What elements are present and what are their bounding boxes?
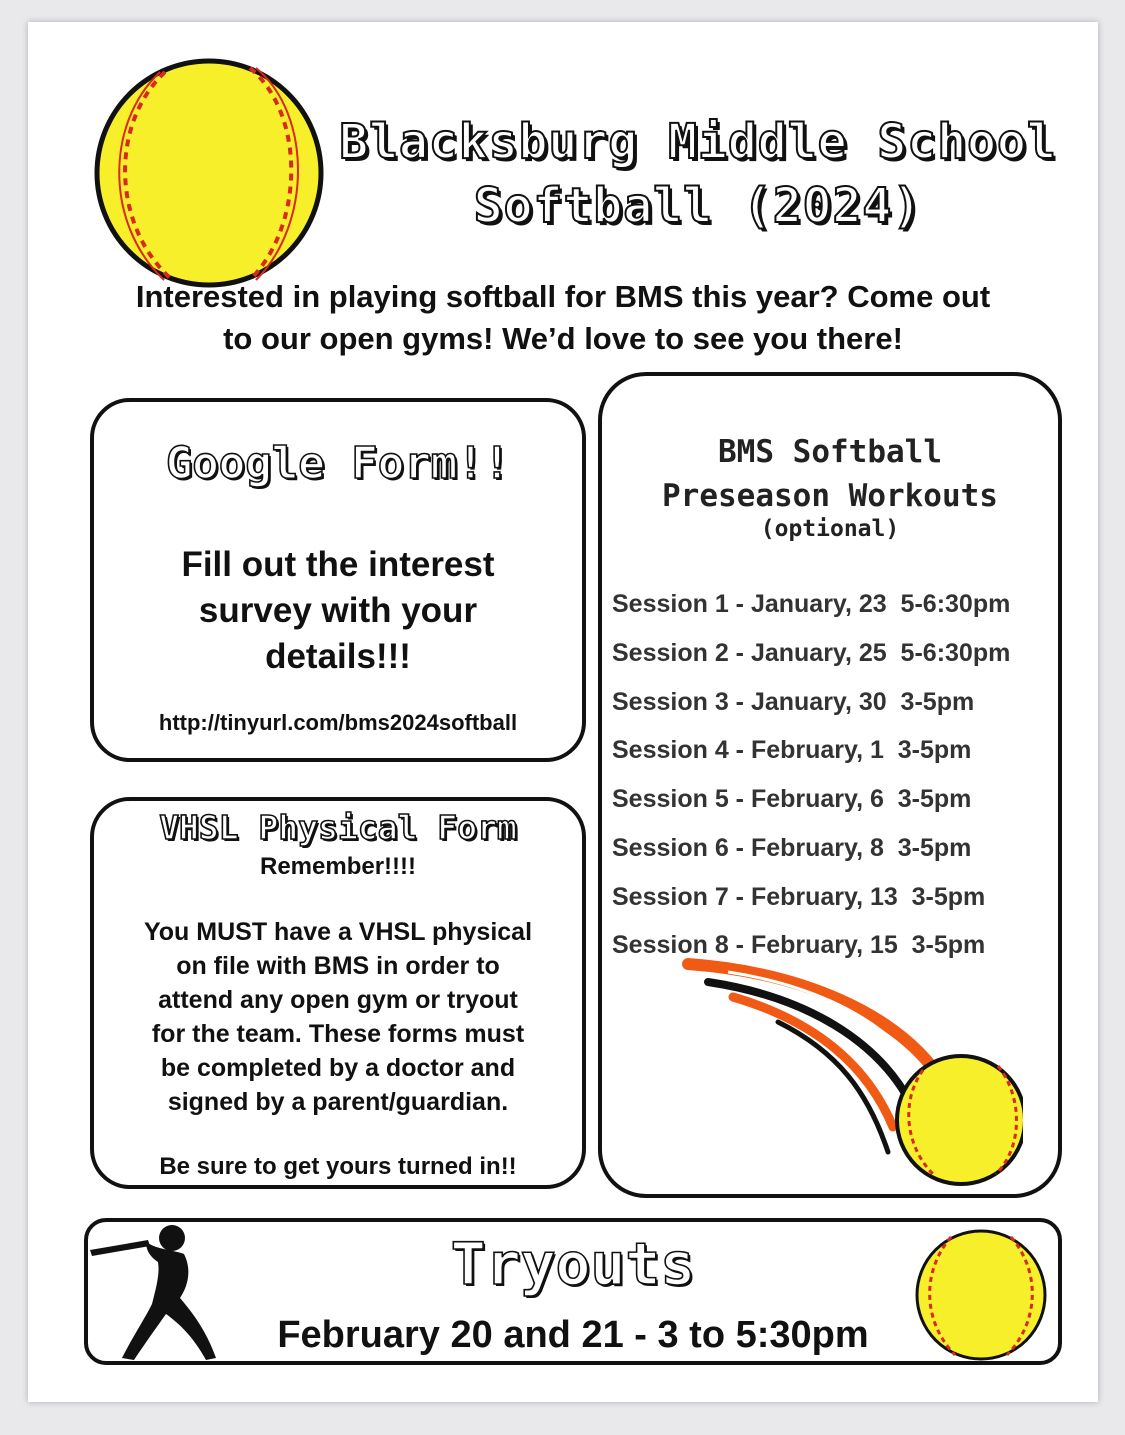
tryouts-dates: February 20 and 21 - 3 to 5:30pm [277,1314,869,1356]
physical-body-line: You MUST have a VHSL physical [143,918,533,946]
workouts-heading [608,430,1052,518]
google-form-body [94,542,582,680]
session-item: Session 3 - January, 30 3-5pm [612,688,975,716]
physical-body-line: for the team. These forms must [151,1020,525,1048]
intro-text [38,276,1088,360]
physical-body-line: on file with BMS in order to [176,952,500,980]
physical-body-line: signed by a parent/guardian. [167,1088,509,1116]
flying-softball-icon [678,952,1023,1192]
session-item: Session 6 - February, 8 3-5pm [612,834,972,862]
session-item: Session 4 - February, 1 3-5pm [612,736,972,764]
remember-text: Remember!!!! [259,853,417,880]
workouts-optional: (optional) [760,516,900,542]
physical-body-line: attend any open gym or tryout [158,986,518,1014]
google-form-link[interactable]: http://tinyurl.com/bms2024softball [158,710,518,735]
physical-form-body [94,915,582,1119]
softball-icon [911,1227,1051,1363]
physical-closing: Be sure to get yours turned in!! [159,1153,517,1180]
title-line-2: Softball (2024) [473,178,923,234]
google-form-heading: Google Form!! [165,438,511,489]
session-item: Session 1 - January, 23 5-6:30pm [612,590,1011,618]
physical-body-line: be completed by a doctor and [160,1054,516,1082]
tryouts-heading: Tryouts [450,1230,696,1298]
google-form-box [90,398,586,762]
session-item: Session 2 - January, 25 5-6:30pm [612,639,1011,667]
google-form-body-line-2: survey with your [198,591,478,630]
google-form-body-line-3: details!!! [265,637,411,676]
session-item: Session 8 - February, 15 3-5pm [612,931,986,959]
google-form-body-line-1: Fill out the interest [181,545,495,584]
page-title [328,110,1068,238]
workouts-heading-line-1: BMS Softball [718,434,942,470]
intro-line-2: to our open gyms! We’d love to see you there! [223,321,903,356]
physical-form-heading: VHSL Physical Form [159,808,517,847]
session-item: Session 5 - February, 6 3-5pm [612,785,972,813]
softball-icon [90,54,328,292]
batter-silhouette-icon [88,1220,228,1362]
title-line-1: Blacksburg Middle School [339,114,1057,170]
session-item: Session 7 - February, 13 3-5pm [612,883,986,911]
physical-form-box [90,797,586,1189]
workouts-heading-line-2: Preseason Workouts [662,478,998,514]
intro-line-1: Interested in playing softball for BMS this year? Come out [135,279,991,314]
flyer-page [28,22,1098,1402]
